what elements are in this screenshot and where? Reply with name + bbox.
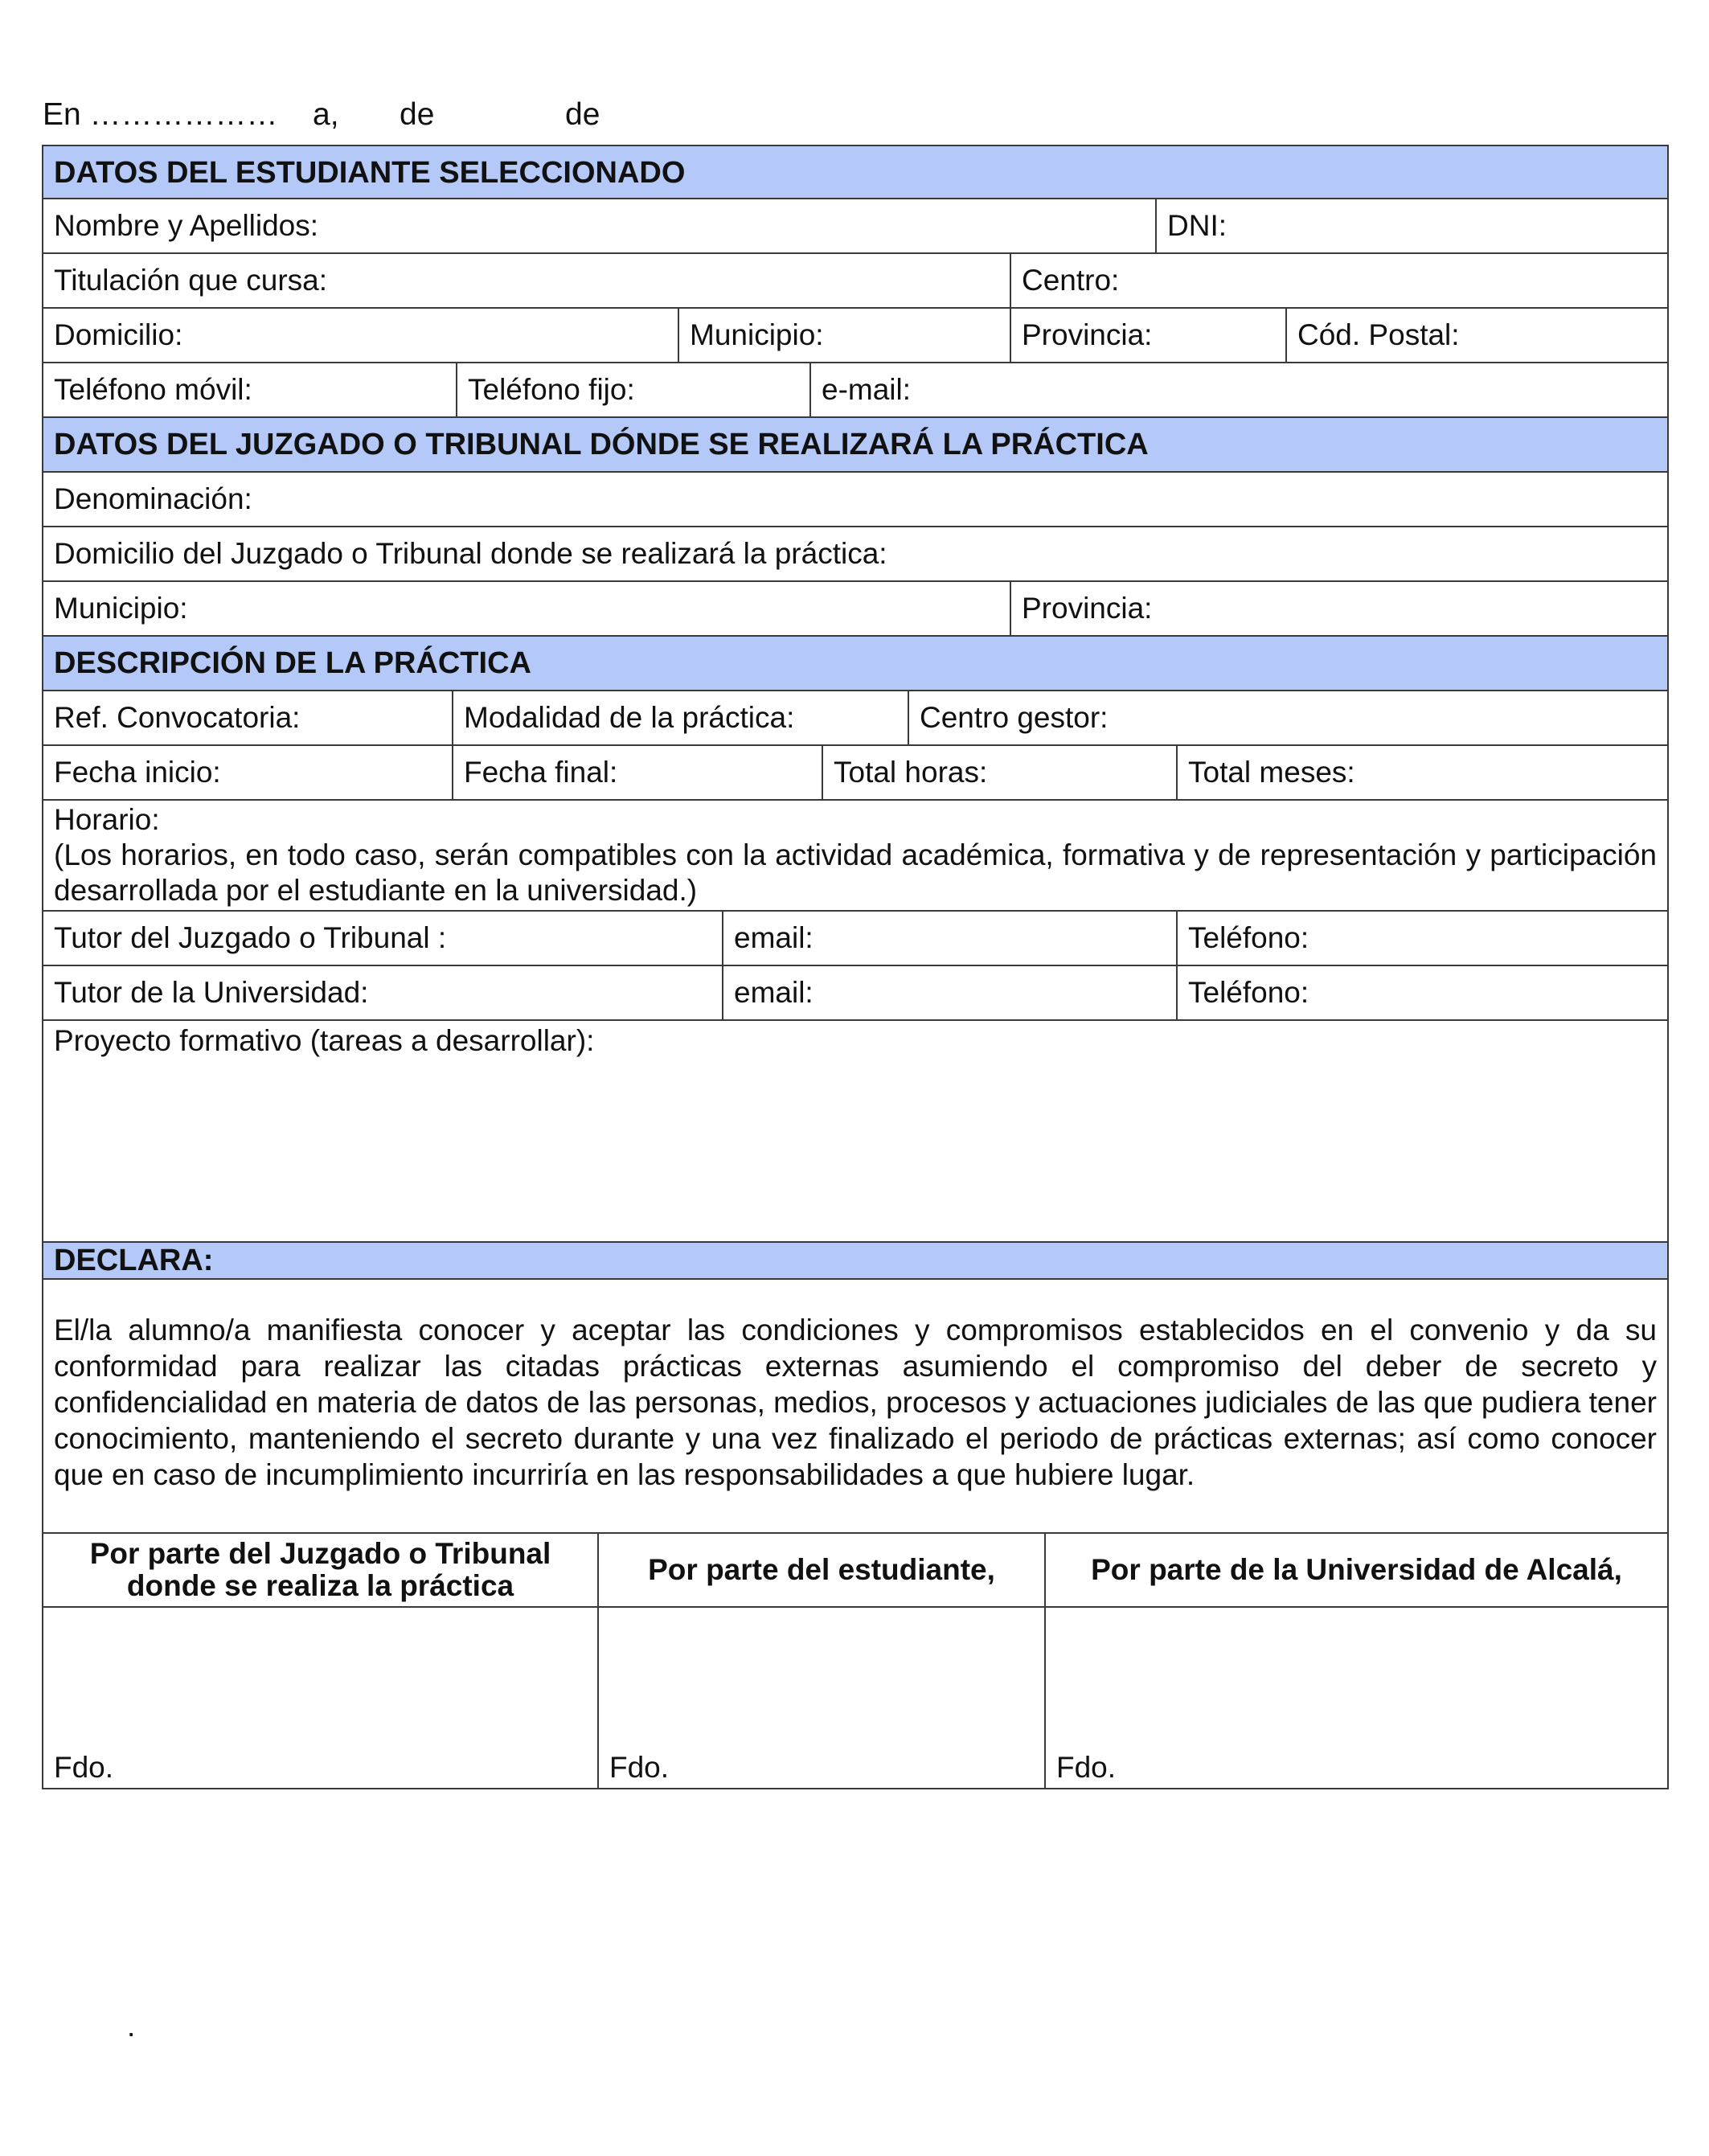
court-municipality-field[interactable]: Municipio: — [43, 582, 1011, 635]
student-address-field[interactable]: Domicilio: — [43, 309, 679, 362]
court-name-field[interactable]: Denominación: — [54, 482, 252, 515]
student-section-header — [42, 145, 1669, 199]
declaration-body — [42, 1280, 1669, 1534]
practice-row-dates — [42, 746, 1669, 801]
student-mobile-field[interactable]: Teléfono móvil: — [43, 363, 457, 416]
date-day-label: a, — [313, 97, 339, 132]
student-landline-field[interactable]: Teléfono fijo: — [457, 363, 811, 416]
student-row-address — [42, 309, 1669, 363]
student-row-contact — [42, 363, 1669, 418]
signature-court-box[interactable] — [43, 1608, 599, 1788]
student-email-field[interactable]: e-mail: — [822, 373, 912, 406]
court-tutor-email-field[interactable]: email: — [723, 912, 1178, 965]
practice-row-ref — [42, 691, 1669, 746]
practice-total-months-field[interactable]: Total meses: — [1188, 756, 1355, 789]
declaration-header — [42, 1243, 1669, 1280]
court-row-name — [42, 473, 1669, 527]
student-row-degree — [42, 254, 1669, 309]
declaration-title: DECLARA: — [54, 1244, 214, 1277]
practice-section-title: DESCRIPCIÓN DE LA PRÁCTICA — [54, 646, 531, 680]
student-municipality-field[interactable]: Municipio: — [679, 309, 1011, 362]
student-row-name — [42, 199, 1669, 254]
signature-university-fdo: Fdo. — [1056, 1751, 1117, 1784]
court-province-field[interactable]: Provincia: — [1022, 592, 1153, 625]
student-province-field[interactable]: Provincia: — [1011, 309, 1287, 362]
practice-ref-field[interactable]: Ref. Convocatoria: — [43, 691, 453, 744]
signature-student-fdo: Fdo. — [609, 1751, 670, 1784]
court-row-address — [42, 527, 1669, 582]
student-section-title: DATOS DEL ESTUDIANTE SELECCIONADO — [54, 156, 686, 190]
practice-start-date-field[interactable]: Fecha inicio: — [43, 746, 453, 799]
court-section-header — [42, 418, 1669, 473]
signature-university-heading: Por parte de la Universidad de Alcalá, — [1091, 1553, 1622, 1586]
training-project-field[interactable]: Proyecto formativo (tareas a desarrollar): — [54, 1024, 595, 1057]
court-address-field[interactable]: Domicilio del Juzgado o Tribunal donde se realizará la práctica: — [54, 537, 887, 570]
signature-university-box[interactable] — [1046, 1608, 1667, 1788]
practice-schedule-field[interactable] — [43, 801, 1667, 910]
practice-row-project — [42, 1021, 1669, 1243]
student-dni-field[interactable]: DNI: — [1167, 209, 1227, 242]
student-name-field[interactable]: Nombre y Apellidos: — [43, 199, 1157, 252]
date-month-label: de — [400, 97, 435, 132]
declaration-text: El/la alumno/a manifiesta conocer y aceptar las condiciones y compromisos establecidos en el convenio y da su conformidad para realizar las citadas prácticas externas asumiendo el compromiso del deber de secreto y confidencialidad en materia de datos de las personas, medios, procesos y actuaciones judiciales de las que pudiera tener conocimiento, manteniendo el secreto durante y una vez finalizado el periodo de prácticas externas; así como conocer que en caso de incumplimiento incurriría en las responsabilidades a que hubiere lugar. — [54, 1314, 1657, 1491]
practice-managing-center-field[interactable]: Centro gestor: — [920, 701, 1109, 734]
signature-boxes — [42, 1608, 1669, 1789]
court-tutor-field[interactable]: Tutor del Juzgado o Tribunal : — [43, 912, 723, 965]
student-center-field[interactable]: Centro: — [1022, 264, 1120, 297]
court-section-title: DATOS DEL JUZGADO O TRIBUNAL DÓNDE SE REALIZARÁ LA PRÁCTICA — [54, 428, 1149, 461]
practice-section-header — [42, 637, 1669, 691]
practice-row-university-tutor — [42, 966, 1669, 1021]
university-tutor-field[interactable]: Tutor de la Universidad: — [43, 966, 723, 1019]
signature-student-heading: Por parte del estudiante, — [599, 1534, 1046, 1606]
student-postal-code-field[interactable]: Cód. Postal: — [1297, 318, 1460, 351]
court-tutor-phone-field[interactable]: Teléfono: — [1188, 921, 1309, 954]
footer-dot: . — [127, 2010, 136, 2043]
practice-end-date-field[interactable]: Fecha final: — [453, 746, 823, 799]
practice-total-hours-field[interactable]: Total horas: — [823, 746, 1178, 799]
practice-row-court-tutor — [42, 912, 1669, 966]
signature-student-box[interactable] — [599, 1608, 1046, 1788]
application-form — [42, 145, 1669, 1789]
signature-headings — [42, 1534, 1669, 1608]
court-row-location — [42, 582, 1669, 637]
practice-modality-field[interactable]: Modalidad de la práctica: — [453, 691, 909, 744]
signature-court-fdo: Fdo. — [54, 1751, 114, 1784]
university-tutor-email-field[interactable]: email: — [723, 966, 1178, 1019]
date-place: En ……………… — [43, 97, 278, 132]
practice-schedule-label: Horario: — [54, 803, 160, 836]
practice-row-schedule — [42, 801, 1669, 912]
practice-schedule-note: (Los horarios, en todo caso, serán compatibles con la actividad académica, formativa y de representación y participación desarrollada por el estudiante en la universidad.) — [54, 838, 1657, 907]
student-degree-field[interactable]: Titulación que cursa: — [43, 254, 1011, 307]
date-year-label: de — [565, 97, 600, 132]
signature-court-heading: Por parte del Juzgado o Tribunal donde se realiza la práctica — [43, 1534, 599, 1606]
university-tutor-phone-field[interactable]: Teléfono: — [1188, 976, 1309, 1009]
